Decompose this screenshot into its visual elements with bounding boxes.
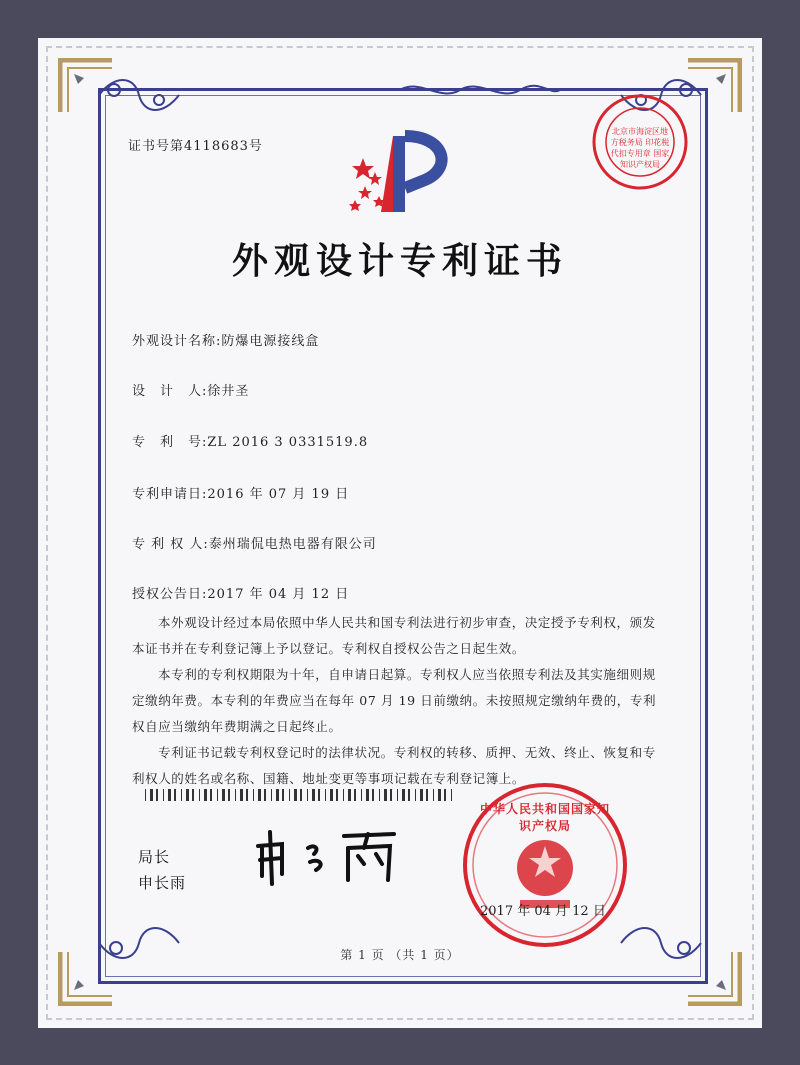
field-value: ZL 2016 3 0331519.8 — [207, 435, 369, 450]
barcode-bar — [271, 789, 272, 801]
barcode-bar — [294, 789, 297, 801]
barcode-bar — [168, 789, 171, 801]
barcode-bar — [217, 789, 218, 801]
barcode-bar — [348, 789, 351, 801]
barcode-bar — [181, 789, 182, 801]
barcode-bar — [336, 789, 338, 801]
body-paragraph: 本外观设计经过本局依照中华人民共和国专利法进行初步审查，决定授予专利权，颁发本证书并在专利登记簿上予以登记。专利权自授权公告之日起生效。 — [132, 615, 656, 656]
barcode-bar — [379, 789, 380, 801]
field-value: 徐井圣 — [207, 384, 250, 399]
scroll-ornament-top-left — [94, 70, 184, 120]
certificate-body — [132, 610, 662, 792]
field-label: 专利申请日: — [132, 487, 208, 502]
barcode-bar — [258, 789, 261, 801]
field-value: 防爆电源接线盒 — [221, 334, 320, 349]
official-seal — [460, 780, 630, 950]
barcode-bar — [240, 789, 243, 801]
barcode-bar — [228, 789, 230, 801]
barcode-bar — [354, 789, 356, 801]
barcode-bar — [186, 789, 189, 801]
barcode-bar — [145, 789, 146, 801]
barcode-bar — [343, 789, 344, 801]
barcode-bar — [444, 789, 446, 801]
barcode-bar — [199, 789, 200, 801]
director-title: 局长 — [138, 848, 171, 866]
field-value: 泰州瑞侃电热电器有限公司 — [208, 537, 377, 552]
barcode-bar — [163, 789, 164, 801]
field-patentee — [132, 533, 377, 552]
barcode-bar — [253, 789, 254, 801]
barcode-bar — [390, 789, 392, 801]
barcode-bar — [361, 789, 362, 801]
barcode-bar — [325, 789, 326, 801]
barcode-bar — [210, 789, 212, 801]
barcode-bar — [222, 789, 225, 801]
barcode-bar — [300, 789, 302, 801]
seal-date: 2017 年 04 月 12 日 — [480, 904, 606, 919]
body-paragraph: 专利证书记载专利权登记时的法律状况。专利权的转移、质押、无效、终止、恢复和专利权人的姓名或名称、国籍、地址变更等事项记载在专利登记簿上。 — [132, 745, 656, 786]
barcode-bar — [264, 789, 266, 801]
director-signature — [248, 818, 408, 888]
barcode-bar — [307, 789, 308, 801]
barcode-bar — [330, 789, 333, 801]
barcode-bar — [246, 789, 248, 801]
barcode-bar — [192, 789, 194, 801]
barcode-bar — [150, 789, 153, 801]
tax-stamp-text: 北京市海淀区地方税务局 印花税 代扣专用章 国家知识产权局 — [610, 127, 670, 169]
barcode-bar — [426, 789, 428, 801]
barcode-bar — [402, 789, 405, 801]
tax-stamp — [590, 92, 690, 192]
barcode-bar — [174, 789, 176, 801]
barcode-bar — [408, 789, 410, 801]
field-patent-number — [132, 431, 368, 450]
field-label: 专 利 权 人: — [132, 537, 209, 552]
cnipa-logo-icon — [345, 128, 460, 218]
barcode-icon — [145, 789, 455, 801]
field-label: 专 利 号: — [132, 435, 208, 450]
certificate-title: 外观设计专利证书 — [231, 240, 568, 282]
barcode-bar — [384, 789, 387, 801]
barcode-bar — [276, 789, 279, 801]
page-indicator: 第 1 页 （共 1 页） — [340, 948, 460, 962]
barcode-bar — [366, 789, 369, 801]
barcode-bar — [397, 789, 398, 801]
barcode-bar — [451, 789, 452, 801]
field-label: 外观设计名称: — [132, 334, 222, 349]
official-seal-text: 中华人民共和国国家知识产权局 — [480, 802, 611, 833]
barcode-bar — [318, 789, 320, 801]
field-grant-date — [132, 583, 349, 602]
barcode-bar — [312, 789, 315, 801]
barcode-bar — [235, 789, 236, 801]
scroll-ornament-top-center — [400, 78, 560, 102]
field-application-date — [132, 483, 349, 502]
field-value: 2017 年 04 月 12 日 — [207, 587, 350, 602]
field-design-name — [132, 330, 319, 349]
barcode-bar — [372, 789, 374, 801]
barcode-bar — [289, 789, 290, 801]
barcode-bar — [204, 789, 207, 801]
barcode-bar — [282, 789, 284, 801]
body-paragraph: 本专利的专利权期限为十年，自申请日起算。专利权人应当依照专利法及其实施细则规定缴纳年费。本专利的年费应当在每年 07 月 19 日前缴纳。未按照规定缴纳年费的，专利权自应当缴纳年费期满之日起终止。 — [132, 667, 657, 734]
field-value: 2016 年 07 月 19 日 — [207, 487, 350, 502]
barcode-bar — [433, 789, 434, 801]
certificate-number: 证书号第4118683号 — [128, 139, 263, 154]
barcode-bar — [156, 789, 158, 801]
barcode-bar — [438, 789, 441, 801]
field-designer — [132, 380, 249, 399]
barcode-bar — [420, 789, 423, 801]
director-name: 申长雨 — [138, 874, 187, 892]
barcode-bar — [415, 789, 416, 801]
field-label: 设 计 人: — [132, 384, 208, 399]
field-label: 授权公告日: — [132, 587, 208, 602]
